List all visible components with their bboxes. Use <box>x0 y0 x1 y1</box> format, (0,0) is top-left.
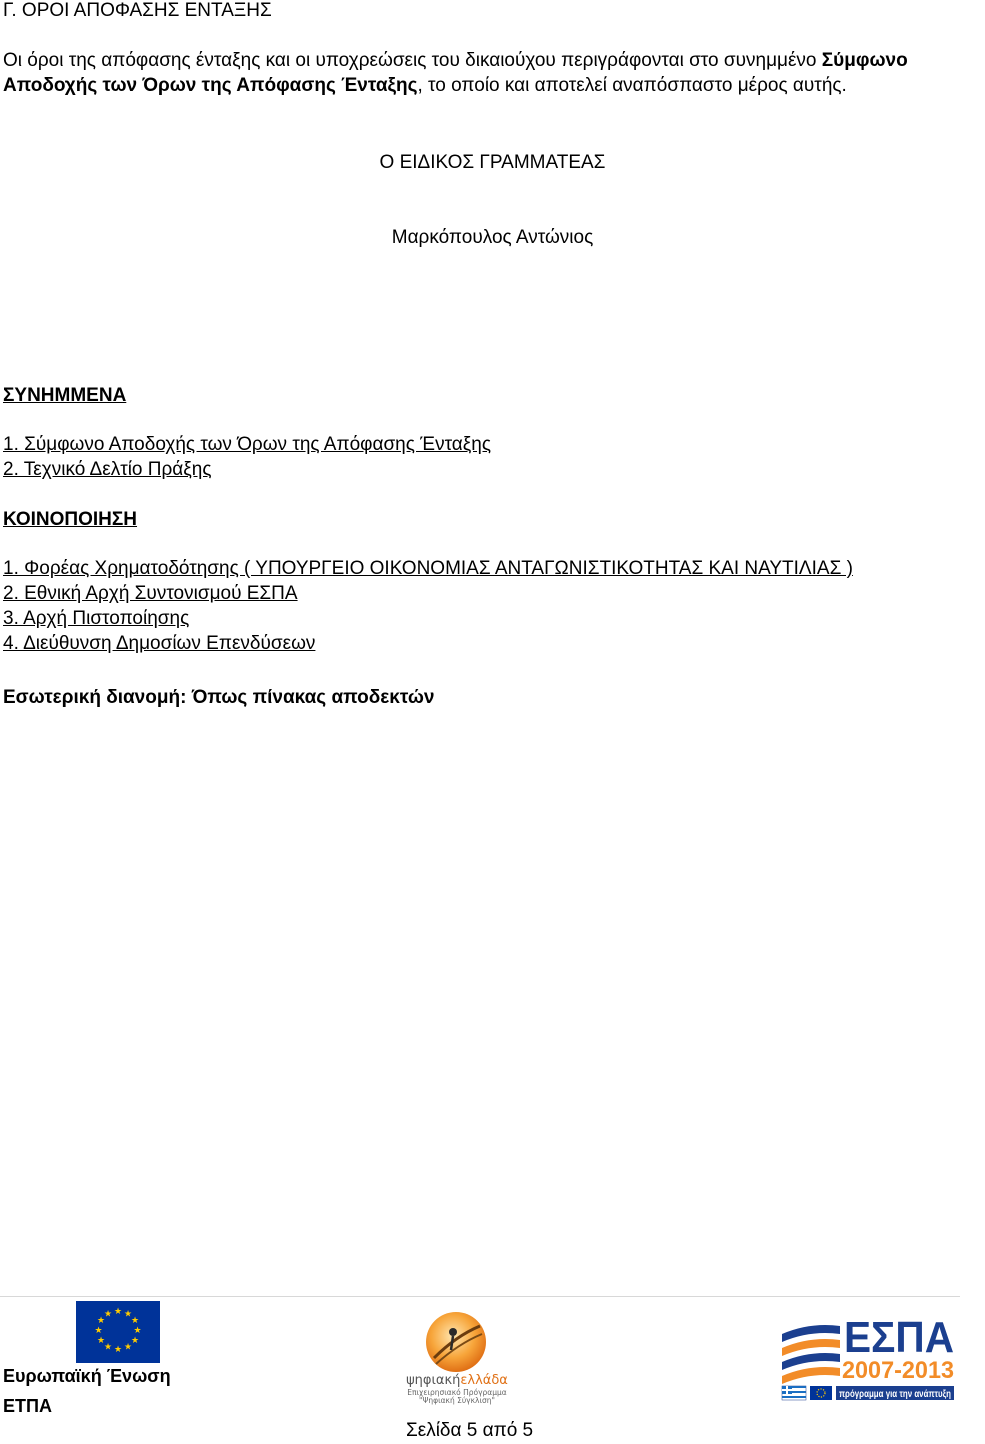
page-number: Σελίδα 5 από 5 <box>406 1420 534 1441</box>
intro-text-2: , το οποίο και αποτελεί αναπόσπαστο μέρος αυτής. <box>417 75 847 96</box>
intro-bold-agreement: Σύμφωνο Αποδοχής των Όρων της Απόφασης Ένταξης <box>3 50 908 96</box>
signatory-role: Ο ΕΙΔΙΚΟΣ ΓΡΑΜΜΑΤΕΑΣ <box>379 152 606 173</box>
espa-slogan: πρόγραμμα για την ανάπτυξη <box>839 1389 951 1400</box>
svg-text:★: ★ <box>103 1342 113 1353</box>
notification-item: 4. Διεύθυνση Δημοσίων Επενδύσεων <box>3 633 316 654</box>
notification-item: 1. Φορέας Χρηματοδότησης ( ΥΠΟΥΡΓΕΙΟ ΟΙΚΟΝΟΜΙΑΣ ΑΝΤΑΓΩΝΙΣΤΙΚΟΤΗΤΑΣ ΚΑΙ ΝΑΥΤΙΛΙΑΣ ) <box>3 558 853 579</box>
footer-divider <box>0 1296 960 1297</box>
svg-text:★: ★ <box>123 1342 133 1353</box>
attachment-item: 2. Τεχνικό Δελτίο Πράξης <box>3 459 212 480</box>
attachment-item: 1. Σύμφωνο Αποδοχής των Όρων της Απόφασης Ένταξης <box>3 434 492 455</box>
intro-text-1: Οι όροι της απόφασης ένταξης και οι υποχρεώσεις του δικαιούχου περιγράφονται στο συνημμένο <box>3 50 822 71</box>
svg-text:★: ★ <box>130 1336 140 1346</box>
svg-text:★: ★ <box>113 1345 123 1355</box>
eu-label: Ευρωπαϊκή Ένωση <box>3 1366 171 1386</box>
svg-text:★: ★ <box>94 1326 103 1336</box>
svg-text:★: ★ <box>133 1326 142 1336</box>
svg-text:★: ★ <box>123 1309 133 1320</box>
intro-paragraph <box>3 48 948 98</box>
eu-mini-flag-icon <box>810 1386 832 1400</box>
svg-text:★: ★ <box>96 1336 106 1346</box>
svg-text:ψηφιακήελλάδα <box>406 1373 508 1388</box>
espa-title: ΕΣΠΑ <box>844 1313 954 1362</box>
notification-item: 2. Εθνική Αρχή Συντονισμού ΕΣΠΑ <box>3 583 298 604</box>
digital-logo-sub1: Επιχειρησιακό Πρόγραμμα <box>407 1388 507 1397</box>
greek-flag-icon <box>782 1386 806 1400</box>
espa-years: 2007-2013 <box>842 1357 954 1384</box>
svg-text:★: ★ <box>103 1309 113 1320</box>
notification-heading: ΚΟΙΝΟΠΟΙΗΣΗ <box>3 509 138 530</box>
signatory-name: Μαρκόπουλος Αντώνιος <box>391 227 594 248</box>
svg-text:★: ★ <box>130 1316 140 1326</box>
digital-greece-logo <box>396 1306 518 1404</box>
attachments-heading: ΣΥΝΗΜΜΕΝΑ <box>3 385 127 406</box>
svg-text:★: ★ <box>96 1316 106 1326</box>
espa-logo <box>780 1312 956 1406</box>
notification-item: 3. Αρχή Πιστοποίησης <box>3 608 190 629</box>
internal-distribution: Εσωτερική διανομή: Όπως πίνακας αποδεκτών <box>3 687 435 708</box>
fund-label: ΕΤΠΑ <box>3 1396 52 1416</box>
digital-logo-sub2: "Ψηφιακή Σύγκλιση" <box>419 1396 495 1405</box>
digital-logo-word1: ψηφιακή <box>406 1373 461 1388</box>
eu-flag-icon <box>76 1301 160 1363</box>
svg-text:★: ★ <box>113 1307 123 1317</box>
digital-logo-word2: ελλάδα <box>460 1373 508 1388</box>
section-heading: Γ. ΟΡΟΙ ΑΠΟΦΑΣΗΣ ΕΝΤΑΞΗΣ <box>3 0 272 21</box>
